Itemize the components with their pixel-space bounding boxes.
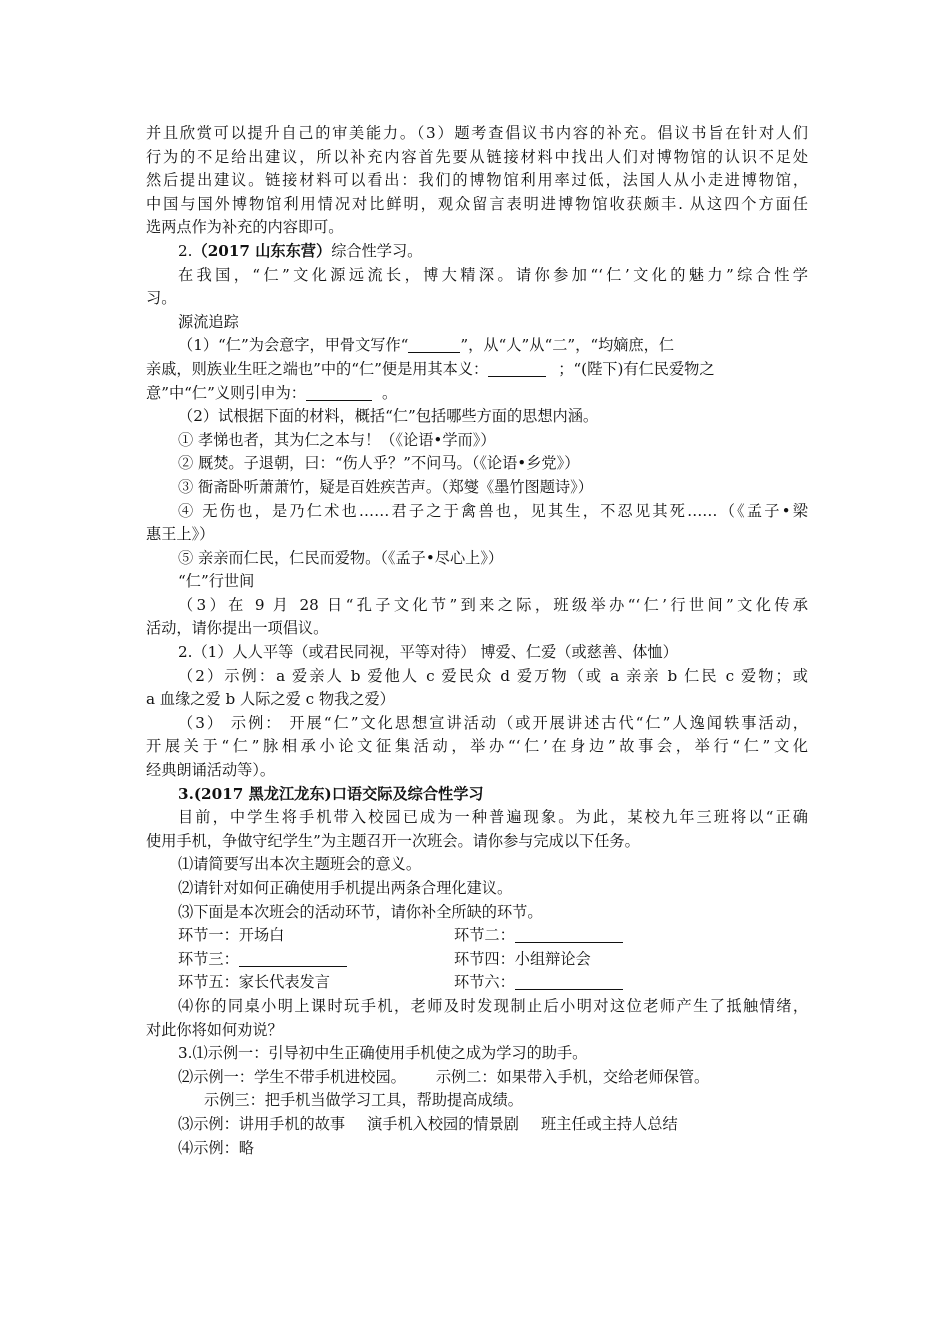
- answer-line: ⑷示例：略: [178, 1138, 254, 1157]
- activity-step: 环节三：: [178, 948, 347, 972]
- material-item: ② 厩焚。子退朝，曰：“伤人乎？”不问马。（《论语•乡党》）: [178, 454, 580, 473]
- text-line: 对此你将如何劝说？: [146, 1020, 283, 1039]
- question-source: （2017 山东东营）: [192, 241, 332, 260]
- text-line: 习。: [146, 289, 177, 308]
- question-2-heading: [146, 240, 808, 264]
- text-line: ⑴请简要写出本次主题班会的意义。: [178, 855, 421, 874]
- answer-blank: [515, 973, 623, 990]
- answer-line: ⑶示例：讲用手机的故事 演手机入校园的情景剧 班主任或主持人总结: [178, 1114, 678, 1133]
- answer-blank: [239, 950, 347, 967]
- text-line: （3）在 9 月 28 日“孔子文化节”到来之际，班级举办“‘仁’行世间”文化传承: [178, 595, 808, 614]
- document-page: [146, 122, 808, 1160]
- text-line: 使用手机，争做守纪学生”为主题召开一次班会。请你参与完成以下任务。: [146, 831, 640, 850]
- activity-row: [146, 924, 808, 948]
- question-2-1-line: （1）“仁”为会意字，甲骨文写作“ ”，从“人”从“二”，“均嫡庶，仁: [178, 336, 675, 355]
- answer-line: 2.（1）人人平等（或君民同视，平等对待） 博爱、仁爱（或慈善、体恤）: [178, 643, 678, 662]
- text-line: （2）试根据下面的材料，概括“仁”包括哪些方面的思想内涵。: [178, 407, 599, 426]
- material-item: 惠王上》）: [146, 525, 215, 544]
- answer-line: （3） 示例： 开展“仁”文化思想宣讲活动（或开展讲述古代“仁”人逸闻轶事活动，: [178, 713, 808, 732]
- question-title: 综合性学习。: [331, 241, 423, 260]
- activity-row: [146, 971, 808, 995]
- text-line: 然后提出建议。链接材料可以看出：我们的博物馆利用率过低，法国人从小走进博物馆，: [146, 171, 808, 190]
- text-line: 在我国，“仁”文化源远流长，博大精深。请你参加“‘仁’文化的魅力”综合性学: [178, 265, 808, 284]
- question-2-1-line: 亲戚，则族业生旺之端也”中的“仁”便是用其本义： ；“(陛下)有仁民爱物之: [146, 359, 715, 378]
- text-line: 目前，中学生将手机带入校园已成为一种普遍现象。为此，某校九年三班将以“正确: [178, 808, 808, 827]
- activity-step: 环节二：: [454, 924, 623, 948]
- answer-blank: [306, 384, 372, 401]
- answer-line: ⑵示例一：学生不带手机进校园。 示例二：如果带入手机，交给老师保管。: [178, 1067, 710, 1086]
- activity-step: 环节四：小组辩论会: [454, 949, 591, 968]
- text-line: 活动，请你提出一项倡议。: [146, 619, 329, 638]
- text-line: 行为的不足给出建议，所以补充内容首先要从链接材料中找出人们对博物馆的认识不足处: [146, 147, 808, 166]
- answer-line: 3.⑴示例一：引导初中生正确使用手机使之成为学习的助手。: [178, 1044, 588, 1063]
- material-item: ④ 无伤也，是乃仁术也……君子之于禽兽也，见其生，不忍见其死……（《孟子•梁: [178, 501, 808, 520]
- text-line: 中国与国外博物馆利用情况对比鲜明，观众留言表明进博物馆收获颇丰. 从这四个方面任: [146, 194, 808, 213]
- section-heading: 源流追踪: [178, 312, 239, 331]
- answer-line: a 血缘之爱 b 人际之爱 c 物我之爱）: [146, 690, 395, 709]
- material-item: ③ 衙斋卧听萧萧竹，疑是百姓疾苦声。（郑燮《墨竹图题诗》）: [178, 477, 593, 496]
- question-3-heading: 3.(2017 黑龙江龙东)口语交际及综合性学习: [178, 784, 484, 803]
- text-line: 并且欣赏可以提升自己的审美能力。（3）题考查倡议书内容的补充。倡议书旨在针对人们: [146, 124, 808, 142]
- activity-step: 环节六：: [454, 971, 623, 995]
- activity-row: [146, 948, 808, 972]
- answer-line: 经典朗诵活动等）。: [146, 761, 276, 780]
- answer-blank: [515, 926, 623, 943]
- answer-line: 开展关于“仁”脉相承小论文征集活动，举办“‘仁’在身边”故事会，举行“仁”文化: [146, 737, 808, 756]
- material-item: ① 孝悌也者，其为仁之本与！（《论语•学而》）: [178, 430, 496, 449]
- material-item: ⑤ 亲亲而仁民，仁民而爱物。（《孟子•尽心上》）: [178, 548, 504, 567]
- activity-step: 环节五：家长代表发言: [178, 973, 330, 992]
- answer-blank: [488, 360, 546, 377]
- activity-step: 环节一：开场白: [178, 926, 285, 945]
- text-line: 选两点作为补充的内容即可。: [146, 218, 344, 237]
- question-2-1-line: 意”中“仁”义则引申为： 。: [146, 383, 398, 402]
- question-number: 2.: [178, 241, 193, 260]
- answer-line: （2）示例：a 爱亲人 b 爱他人 c 爱民众 d 爱万物（或 a 亲亲 b 仁民 c 爱物；或: [178, 666, 808, 685]
- answer-line: 示例三：把手机当做学习工具，帮助提高成绩。: [204, 1091, 523, 1110]
- answer-blank: [408, 336, 460, 353]
- section-heading: “仁”行世间: [178, 572, 255, 591]
- text-line: ⑵请针对如何正确使用手机提出两条合理化建议。: [178, 879, 513, 897]
- text-line: ⑷你的同桌小明上课时玩手机，老师及时发现制止后小明对这位老师产生了抵触情绪，: [178, 996, 808, 1015]
- text-line: ⑶下面是本次班会的活动环节，请你补全所缺的环节。: [178, 902, 543, 921]
